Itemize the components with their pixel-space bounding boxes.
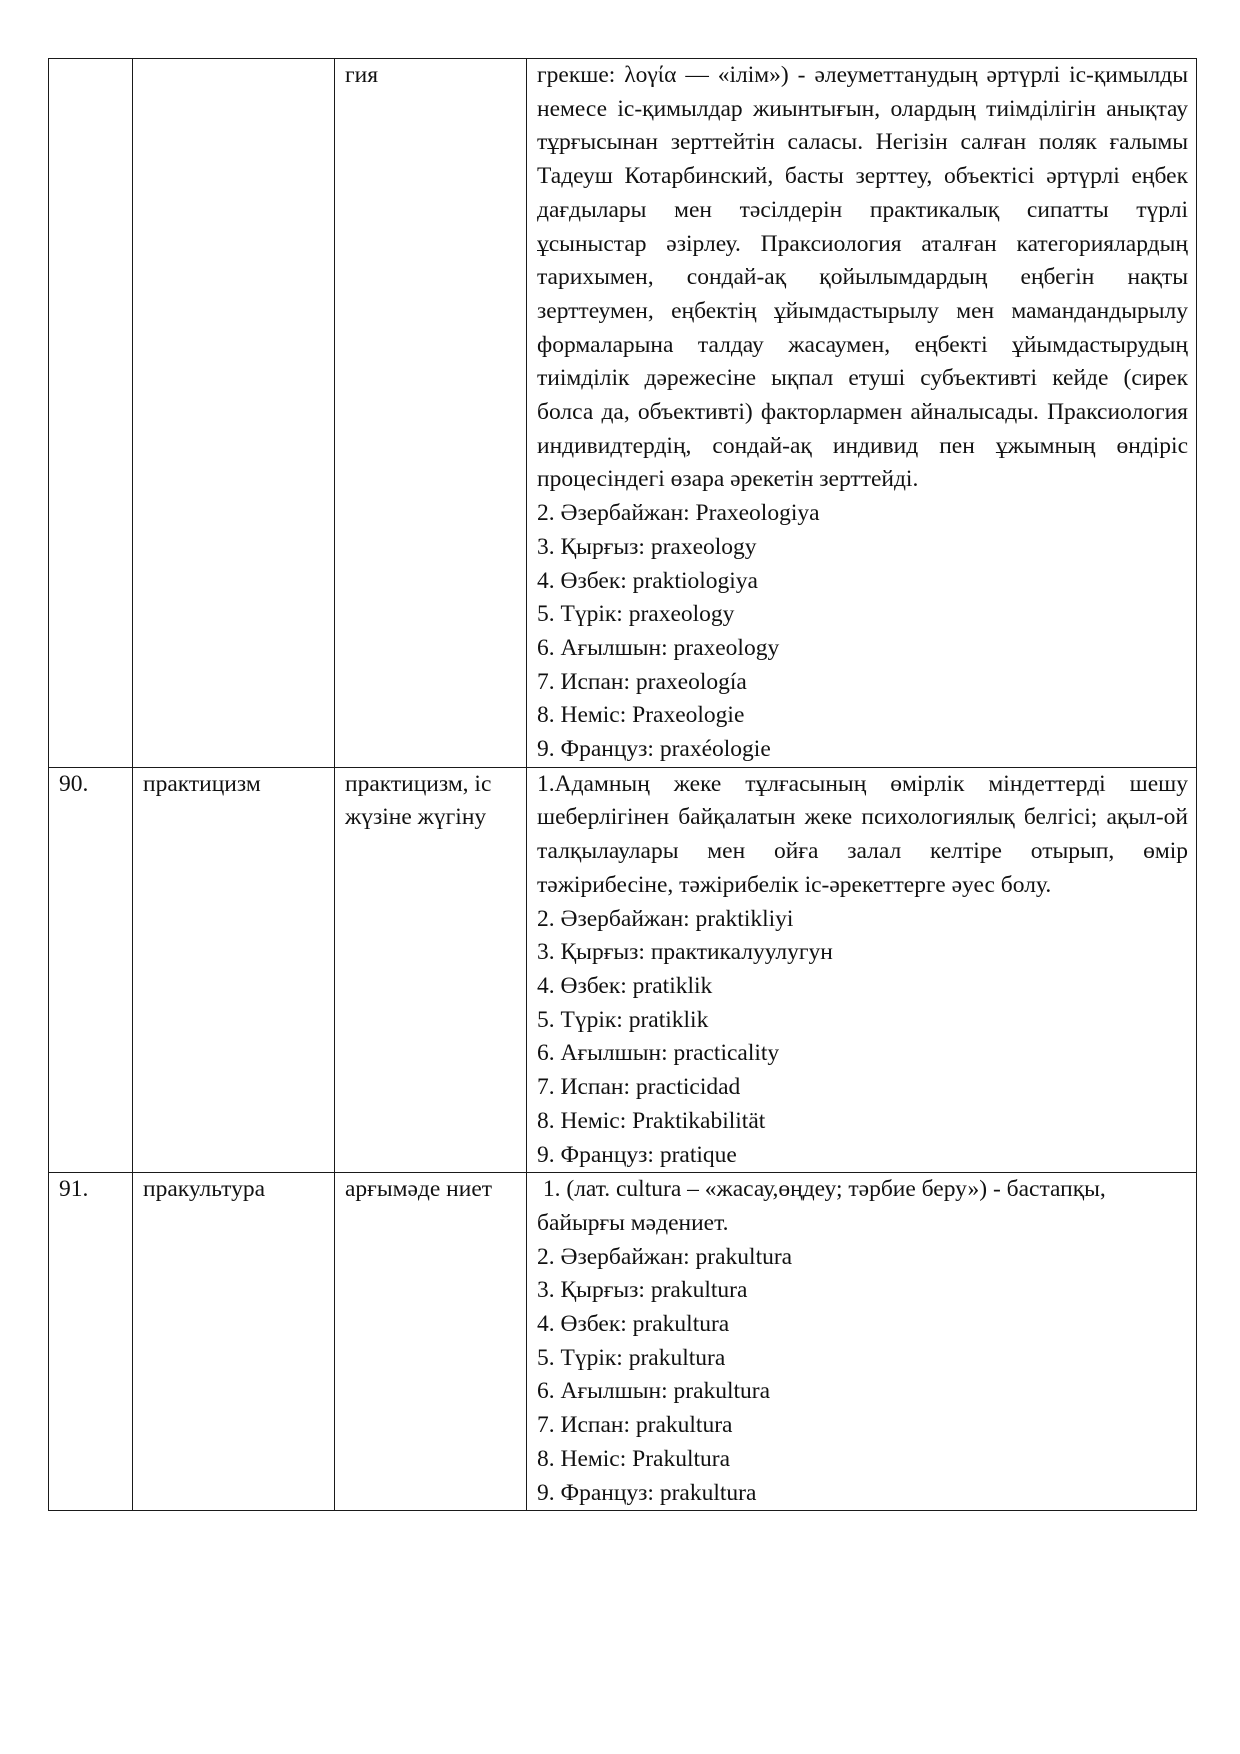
entry-kazakh-term: гия — [335, 59, 527, 768]
translation-line: 6. Ағылшын: prakultura — [537, 1378, 771, 1405]
translation-line: 4. Өзбек: pratiklik — [537, 972, 713, 999]
entry-definition: грекше: λογία — «ілім») - әлеуметтанудың әртүрлі іс-қимылды немесе іс-қимылдар жиынтығын, олардың тиімділігін анықтау тұрғысынан зерттейтін саласы. Негізін салған поляк ғалымы Тадеуш Котарбинский, басты зерттеу, объектісі әртүрлі еңбек дағдылары мен тәсілдерін практикалық сипатты түрлі ұсыныстар әзірлеу. Праксиология аталған категориялардың тарихымен, сондай-ақ қойылымдардың еңбегін нақты зерттеумен, еңбектің ұйымдастырылу мен мамандандырылу формаларына талдау жасаумен, еңбекті ұйымдастырудың тиімділік дәрежесіне ықпал етуші субъективті кейде (сирек болса да, объективті) факторлармен айналысады. Праксиология индивидтердің, сондай-ақ индивид пен ұжымның өндіріс процесіндегі өзара әрекетін зерттейді. — [537, 62, 1188, 493]
entry-number: 90. — [49, 767, 133, 1172]
entry-number: 91. — [49, 1173, 133, 1511]
entry-term: практицизм — [133, 767, 335, 1172]
translation-line: 8. Неміс: Prakultura — [537, 1445, 731, 1472]
translation-line: 3. Қырғыз: prakultura — [537, 1277, 748, 1304]
translation-line: 6. Ағылшын: practicality — [537, 1040, 780, 1067]
translation-line: 5. Түрік: praxeology — [537, 601, 735, 628]
translation-line: 8. Неміс: Praktikabilität — [537, 1107, 766, 1134]
translation-line: 9. Француз: prakultura — [537, 1479, 757, 1506]
translation-line: 5. Түрік: prakultura — [537, 1344, 726, 1371]
translation-line: 2. Әзербайжан: praktikliyi — [537, 905, 794, 932]
translation-line: 6. Ағылшын: praxeology — [537, 634, 780, 661]
entry-definition: 1. (лат. cultura – «жасау,өңдеу; тәрбие беру») - бастапқы, байырғы мәдениет. — [537, 1176, 1112, 1236]
entry-term: пракультура — [133, 1173, 335, 1511]
entry-kazakh-term: арғымәде ниет — [335, 1173, 527, 1511]
table-row — [49, 1173, 1197, 1511]
translation-line: 7. Испан: prakultura — [537, 1412, 733, 1439]
entry-definition-cell — [527, 59, 1197, 768]
translation-line: 7. Испан: praxeología — [537, 668, 747, 695]
translation-line: 3. Қырғыз: praxeology — [537, 533, 757, 560]
translation-line: 2. Әзербайжан: prakultura — [537, 1243, 793, 1270]
table-row — [49, 59, 1197, 768]
translation-line: 2. Әзербайжан: Praxeologiya — [537, 500, 820, 527]
entry-number — [49, 59, 133, 768]
entry-kazakh-term: практицизм, іс жүзіне жүгіну — [335, 767, 527, 1172]
glossary-table — [48, 58, 1197, 1511]
entry-term — [133, 59, 335, 768]
entry-definition: 1.Адамның жеке тұлғасының өмірлік міндеттерді шешу шеберлігінен байқалатын жеке психологиялық белгісі; ақыл-ой талқылаулары мен ойға залал келтіре отырып, өмір тәжірибесіне, тәжірибелік іс-әрекеттерге әуес болу. — [537, 770, 1188, 898]
translation-line: 7. Испан: practicidad — [537, 1074, 741, 1101]
translation-line: 9. Француз: pratique — [537, 1141, 737, 1168]
translation-line: 3. Қырғыз: практикалуулугун — [537, 939, 833, 966]
translation-line: 5. Түрік: pratiklik — [537, 1006, 709, 1033]
entry-definition-cell — [527, 767, 1197, 1172]
translation-line: 8. Неміс: Praxeologie — [537, 702, 745, 729]
translation-line: 9. Француз: praxéologie — [537, 736, 771, 763]
translation-line: 4. Өзбек: prakultura — [537, 1311, 730, 1338]
entry-definition-cell — [527, 1173, 1197, 1511]
table-row — [49, 767, 1197, 1172]
translation-line: 4. Өзбек: praktiologiya — [537, 567, 758, 594]
